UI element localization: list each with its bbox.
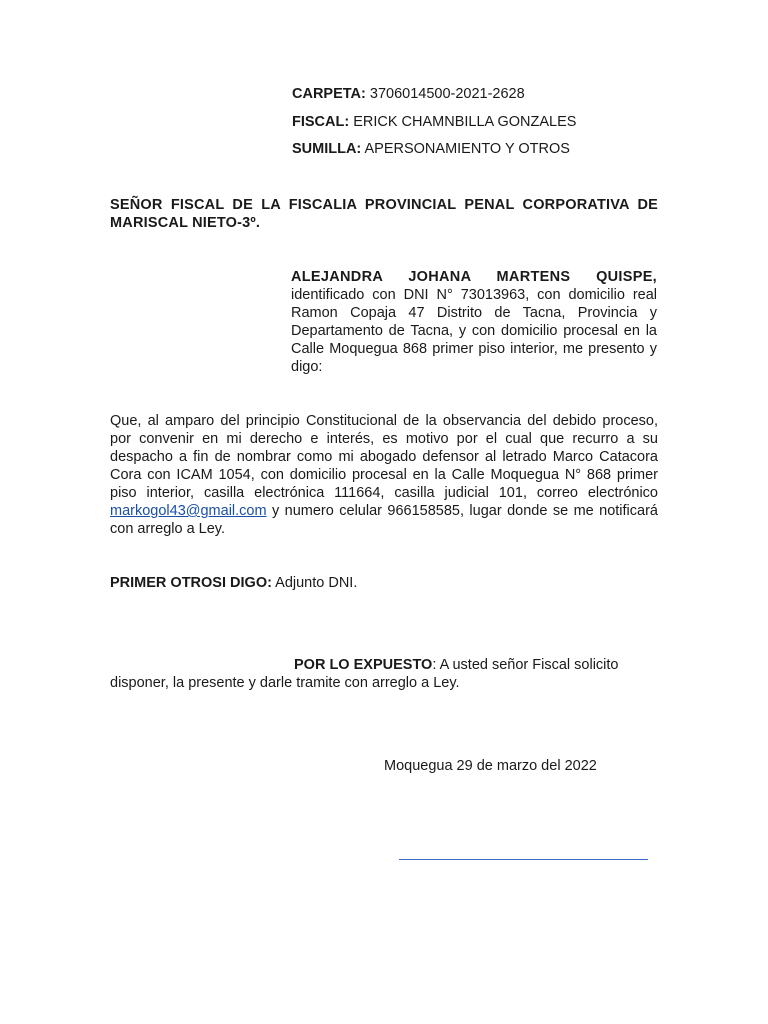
petitioner-name: ALEJANDRA JOHANA MARTENS QUISPE, — [291, 269, 657, 285]
otrosi-value: Adjunto DNI. — [271, 575, 358, 591]
date-line: Moquegua 29 de marzo del 2022 — [384, 758, 597, 774]
expuesto-first-line — [110, 656, 658, 674]
expuesto-line2: disponer, la presente y darle tramite con arreglo a Ley. — [110, 675, 460, 691]
signature-line — [399, 859, 648, 860]
carpeta-label: CARPETA: — [292, 86, 366, 102]
fiscal-value: ERICK CHAMNBILLA GONZALES — [353, 114, 577, 130]
intro-paragraph — [291, 268, 657, 376]
body-text-after-email: y numero celular 966158585, lugar donde se me notificará con arreglo a Ley. — [110, 503, 658, 537]
expuesto-line1: : A usted señor Fiscal solicito — [432, 657, 619, 673]
sumilla-value: APERSONAMIENTO Y OTROS — [364, 141, 570, 157]
carpeta-value: 3706014500-2021-2628 — [369, 86, 525, 102]
body-text-before-email: Que, al amparo del principio Constitucional de la observancia del debido proceso, por convenir en mi derecho e interés, es motivo por el cual que recurro a su despacho a fin de nombrar como mi abogado defensor al letrado Marco Catacora Cora con ICAM 1054, con domicilio procesal en la Calle Moquegua N° 868 primer piso interior, casilla electrónica 111664, casilla judicial 101, correo electrónico — [110, 413, 658, 501]
body-paragraph — [110, 412, 658, 538]
fiscal-line — [292, 113, 576, 131]
expuesto-label: POR LO EXPUESTO — [294, 657, 433, 673]
sumilla-line — [292, 140, 570, 158]
email-link[interactable]: markogol43@gmail.com — [110, 503, 267, 519]
carpeta-line — [292, 85, 525, 103]
fiscal-label: FISCAL: — [292, 114, 350, 130]
addressee-heading: SEÑOR FISCAL DE LA FISCALIA PROVINCIAL PENAL CORPORATIVA DE MARISCAL NIETO-3º. — [110, 197, 658, 231]
intro-text: identificado con DNI N° 73013963, con domicilio real Ramon Copaja 47 Distrito de Tacna, Provincia y Departamento de Tacna, y con domicilio procesal en la Calle Moquegua 868 primer piso interior, me presento y digo: — [291, 287, 657, 375]
otrosi-label: PRIMER OTROSI DIGO: — [110, 575, 272, 591]
expuesto-paragraph — [110, 656, 658, 692]
otrosi-line — [110, 574, 357, 592]
sumilla-label: SUMILLA: — [292, 141, 362, 157]
